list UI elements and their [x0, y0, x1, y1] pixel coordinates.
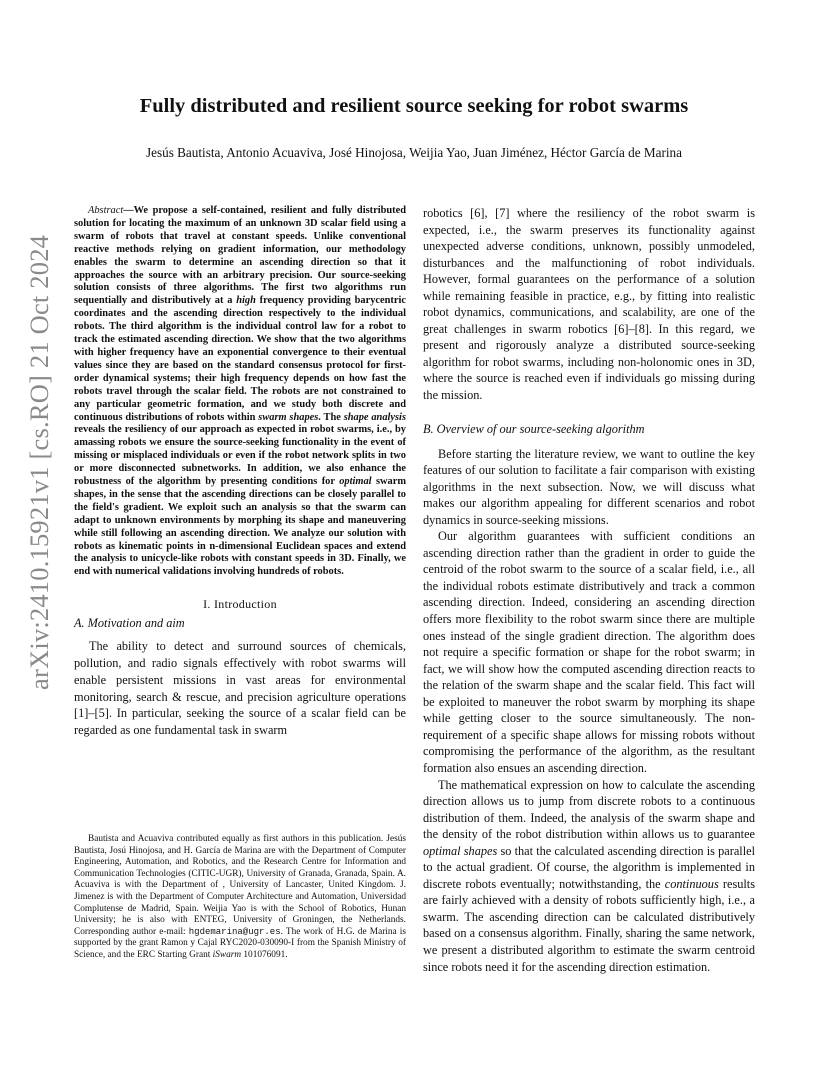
footnote-emphasis: iSwarm [212, 949, 242, 960]
subsection-heading-overview: B. Overview of our source-seeking algorithm [423, 421, 645, 436]
abstract-text: swarm shapes, in the sense that the ascending directions can be closely parallel to the field's gradient. We exploit such an analysis so that the swarm can adapt to unknown environments by morphing its shape and maneuvering while still following an ascending direction. We analyze our solution with robots as kinematic points in n-dimensional Euclidean spaces and extend the analysis to unicycle-like robots with constant speeds in 3D. Finally, we end with numerical validations involving hundreds of robots. [74, 476, 407, 578]
footnote-text: . The work of H.G. de Marina is supported by the grant Ramon y Cajal RYC2020-030090-I from the Spanish Ministry of Science, and the ERC Starting Grant [74, 926, 406, 960]
abstract-emphasis: optimal [339, 476, 372, 488]
arxiv-identifier: arXiv:2410.15921v1 [cs.RO] 21 Oct 2024 [24, 234, 54, 690]
intro-paragraph: The ability to detect and surround sources of chemicals, pollution, and radio signals effectively with robot swarms will enable persistent missions in vast areas for environmental monitoring, search & rescue, and precision agriculture operations [1]–[5]. In particular, seeking the source of a scalar field can be regarded as one fundamental task in swarm [74, 639, 406, 738]
author-footnote [74, 834, 406, 962]
abstract-emphasis: shape analysis [343, 411, 406, 423]
paragraph-text: so that the calculated ascending direction is parallel to the actual gradient. Of course, the algorithm is implemented in discrete robots eventually; notwithstanding, the [423, 843, 755, 891]
abstract-label: Abstract [88, 205, 124, 216]
overview-paragraph: Our algorithm guarantees with sufficient conditions an ascending direction rather than the gradient in order to guide the centroid of the robot swarm to the source of a scalar field, i.e., all the individual robots estimate distributively and track a common ascending direction. Indeed, considering an ascending direction offers more flexibility to the robot swarm since there are multiple ones instead of the single gradient direction. The algorithm does not require a specific formation or shape for the robot swarm; in fact, we will show how the computed ascending direction reacts to the relation of the swarm shape and the scalar field. This fact will be exploited to maneuver the robot swarm by morphing its shape while getting closer to the source simultaneously. The non-requirement of a specific shape allows for missing robots without compromising the performance of the algorithm, as the resultant formation also ensues an ascending direction. [423, 529, 755, 775]
overview-paragraph [423, 777, 755, 976]
footnote-text: Bautista and Acuaviva contributed equally as first authors in this publication. Jesús Bautista, Josú Hinojosa, and H. García de Marina are with the Department of Computer Engineering, Automation, and Robotics, and the Research Centre for Information and Communication Technologies (CITIC-UGR), University of Granada, Granada, Spain. A. Acuaviva is with the Department of , University of Lancaster, United Kingdom. J. Jimenez is with the Department of Computer Architecture and Automation, Universidad Complutense de Madrid, Spain. Weijia Yao is with the School of Robotics, Hunan University; he is also with ENTEG, University of Groningen, the Netherlands. Corresponding author e-mail: [74, 834, 406, 937]
subsection-heading-motivation: A. Motivation and aim [74, 616, 185, 631]
contact-email: hgdemarina@ugr.es [188, 926, 281, 937]
paragraph-emphasis: optimal shapes [423, 843, 498, 858]
abstract-emphasis: swarm shapes [258, 411, 319, 423]
paragraph-emphasis: continuous [664, 876, 719, 891]
abstract-emphasis: high [236, 295, 256, 307]
left-column [74, 205, 406, 739]
intro-paragraph-continued: robotics [6], [7] where the resiliency of the robot swarm is expected, i.e., the swarm preserves its functionality against unexpected adverse conditions, unknown, possibly unmodeled, disturbances and the malfunctioning of robot individuals. However, formal guarantees on the performance of a solution while remaining feasible in practice, e.g., by fitting into realistic robot dynamics, communications, and scalability, are one of the great challenges in swarm robotics [6]–[8]. In this regard, we present and rigorously analyze a distributed source-seeking algorithm for robot swarms, including non-holonomic ones in 3D, where the source is reached even if individuals go missing during the mission. [423, 206, 755, 403]
abstract-text: frequency providing barycentric coordinates and the ascending direction respectively to the individual robots. The third algorithm is the individual control law for a robot to track the estimated ascending direction. We show that the two algorithms with higher frequency have an exponential convergence to their eventual values since they are based on the standard consensus protocol for first-order dynamical systems; their high frequency depends on how fast the robots travel through the scalar field. The robots are not constrained to any particular geometric formation, and we study both discrete and continuous distributions of robots within [74, 295, 406, 423]
overview-paragraph: Before starting the literature review, we want to outline the key features of our solution to facilitate a fair comparison with existing algorithms in the next subsection. Now, we will discuss what makes our algorithm appealing for different scenarios and robot dynamics in source-seeking missions. [423, 446, 755, 527]
abstract-text: . The [318, 411, 344, 423]
abstract-text: reveals the resiliency of our approach as expected in robot swarms, i.e., by amassing robots we ensure the source-seeking functionality in the event of missing or misplaced individuals or even if the robot network splits in two or more disconnected subnetworks. In addition, we also enhance the robustness of the algorithm by presenting conditions for [74, 424, 406, 488]
abstract-text: —We propose a self-contained, resilient and fully distributed solution for locating the maximum of an unknown 3D scalar field using a swarm of robots that travel at constant speeds. Unlike conventional reactive methods relying on gradient information, our methodology enables the swarm to determine an ascending direction so that it approaches the source with an arbitrary precision. Our source-seeking solution consists of three algorithms. The first two algorithms run sequentially and distributively at a [74, 205, 406, 307]
right-column [423, 205, 755, 975]
paper-title: Fully distributed and resilient source seeking for robot swarms [139, 95, 689, 117]
abstract [74, 205, 406, 579]
author-list: Jesús Bautista, Antonio Acuaviva, José Hinojosa, Weijia Yao, Juan Jiménez, Héctor García de Marina [146, 145, 682, 160]
section-heading-introduction: I. Introduction [203, 597, 277, 612]
paragraph-text: The mathematical expression on how to calculate the ascending direction allows us to jump from discrete robots to a continuous distribution of them. Indeed, the analysis of the swarm shape and the density of the robot distribution within allows us to guarantee [423, 777, 755, 842]
footnote-text: 101076091. [241, 949, 288, 960]
paragraph-text: results are fairly achieved with a density of robots sufficiently high, i.e., a swarm. The ascending direction can be calculated distributively based on a consensus algorithm. Finally, sharing the same network, we present a distributed algorithm to estimate the swarm centroid since robots need it for the ascending direction estimation. [423, 876, 755, 974]
